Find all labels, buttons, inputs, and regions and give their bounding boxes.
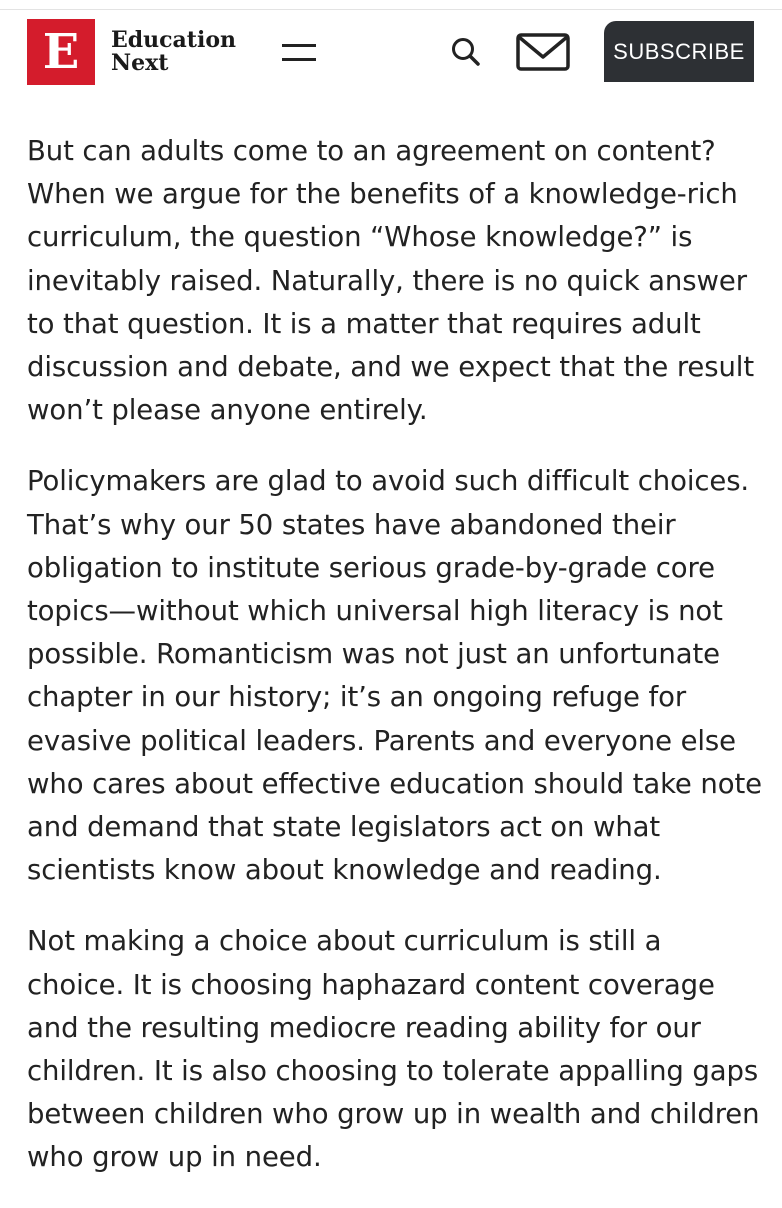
article-paragraph: Not making a choice about curriculum is still a choice. It is choosing haphazard content coverage and the resulting mediocre reading ability for our children. It is also choosing to tolerate appalling gaps between children who grow up in wealth and children who grow up in need. xyxy=(27,925,760,1174)
menu-bar-bottom xyxy=(282,58,316,61)
article-paragraph: Policymakers are glad to avoid such difficult choices. That’s why our 50 states have abandoned their obligation to institute serious grade-by-grade core topics—without which universal high literacy is not possible. Romanticism was not just an unfortunate chapter in our history; it’s an ongoing refuge for evasive political leaders. Parents and everyone else who cares about effective education should take note and demand that state legislators act on what scientists know about knowledge and reading. xyxy=(27,465,762,887)
search-icon-graphic xyxy=(450,36,484,70)
logo-mark: E xyxy=(27,19,95,85)
search-icon[interactable] xyxy=(450,36,484,70)
mail-icon-graphic xyxy=(515,32,571,72)
mail-icon[interactable] xyxy=(515,32,571,72)
logo-line-2: Next xyxy=(111,50,169,76)
site-header xyxy=(0,10,782,100)
hamburger-menu-icon[interactable] xyxy=(282,40,318,66)
article-body xyxy=(27,130,762,1208)
site-logo[interactable] xyxy=(27,19,236,85)
menu-bar-top xyxy=(282,44,316,47)
subscribe-button[interactable]: SUBSCRIBE xyxy=(604,21,754,82)
logo-wordmark xyxy=(111,29,236,75)
article-paragraph: But can adults come to an agreement on content? When we argue for the benefits of a knowledge-rich curriculum, the question “Whose knowledge?” is inevitably raised. Naturally, there is no quick answer to that question. It is a matter that requires adult discussion and debate, and we expect that the result won’t please anyone entirely. xyxy=(27,135,755,427)
logo-line-1: Education xyxy=(111,27,236,53)
top-border xyxy=(0,0,782,10)
